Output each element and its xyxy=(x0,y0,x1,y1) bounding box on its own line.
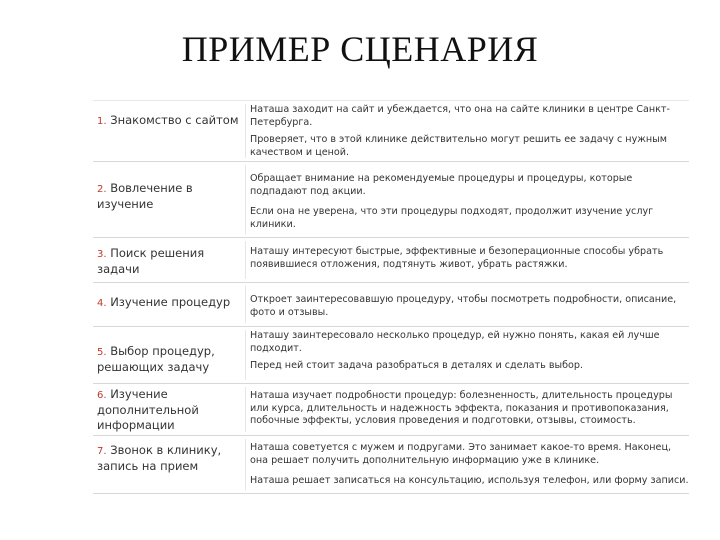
step-description xyxy=(245,241,689,279)
description-text: Наташа решает записаться на консультацию, используя телефон, или форму записи. xyxy=(250,475,689,486)
step-label: Выбор процедур, решающих задачу xyxy=(97,344,215,374)
table-row xyxy=(93,436,689,494)
step-label: Звонок в клинику, запись на прием xyxy=(97,443,222,473)
step-cell xyxy=(93,286,245,323)
scenario-table xyxy=(93,100,689,494)
description-text: Наташа советуется с мужем и подругами. Это занимает какое-то время. Наконец, она решает получить дополнительную информацию уже в клинике. xyxy=(250,442,672,466)
step-number: 2. xyxy=(97,184,107,195)
description-text: Наташу заинтересовало несколько процедур, ей нужно понять, какая ей лучше подходит. xyxy=(250,330,660,354)
step-label: Изучение дополнительной информации xyxy=(97,387,199,432)
step-label: Поиск решения задачи xyxy=(97,246,205,276)
step-cell xyxy=(93,241,245,279)
description-text: Если она не уверена, что эти процедуры подходят, продолжит изучение услуг клиники. xyxy=(250,206,654,230)
table-row xyxy=(93,327,689,384)
description-text: Откроет заинтересовавшую процедуру, чтобы посмотреть подробности, описание, фото и отзывы. xyxy=(250,294,677,318)
description-text: Наташу интересуют быстрые, эффективные и безоперационные способы убрать появившиеся отложения, подтянуть живот, убрать растяжки. xyxy=(250,246,664,270)
step-description xyxy=(245,104,689,158)
step-description xyxy=(245,330,689,380)
step-number: 3. xyxy=(97,249,107,260)
step-label: Знакомство с сайтом xyxy=(110,113,239,127)
step-description xyxy=(245,387,689,432)
table-row xyxy=(93,238,689,283)
step-cell xyxy=(93,387,245,432)
step-description xyxy=(245,286,689,323)
description-text: Перед ней стоит задача разобраться в деталях и сделать выбор. xyxy=(250,360,583,371)
step-label: Вовлечение в изучение xyxy=(97,181,193,211)
step-number: 6. xyxy=(97,390,107,401)
step-cell xyxy=(93,165,245,234)
description-text: Обращает внимание на рекомендуемые процедуры и процедуры, которые подпадают под акции. xyxy=(250,173,633,197)
step-number: 5. xyxy=(97,347,107,358)
step-description xyxy=(245,165,689,234)
description-text: Наташа изучает подробности процедур: болезненность, длительность процедуры или курса, длительность и надежность эффекта, показания и противопоказания, побочные эффекты, условия проведения и подготовки, отзывы, стоимость. xyxy=(250,390,673,426)
description-text: Проверяет, что в этой клинике действительно могут решить ее задачу с нужным качеством и ценой. xyxy=(250,134,667,158)
step-cell xyxy=(93,439,245,490)
page-title: ПРИМЕР СЦЕНАРИЯ xyxy=(181,29,539,69)
table-row xyxy=(93,162,689,238)
step-cell xyxy=(93,330,245,380)
table-row xyxy=(93,283,689,327)
step-number: 7. xyxy=(97,446,107,457)
table-row xyxy=(93,384,689,436)
step-cell xyxy=(93,104,245,158)
step-number: 4. xyxy=(97,298,107,309)
table-row xyxy=(93,100,689,162)
step-number: 1. xyxy=(97,116,107,127)
description-text: Наташа заходит на сайт и убеждается, что она на сайте клиники в центре Санкт-Петербурга. xyxy=(250,104,670,128)
step-description xyxy=(245,439,689,490)
step-label: Изучение процедур xyxy=(110,295,231,309)
